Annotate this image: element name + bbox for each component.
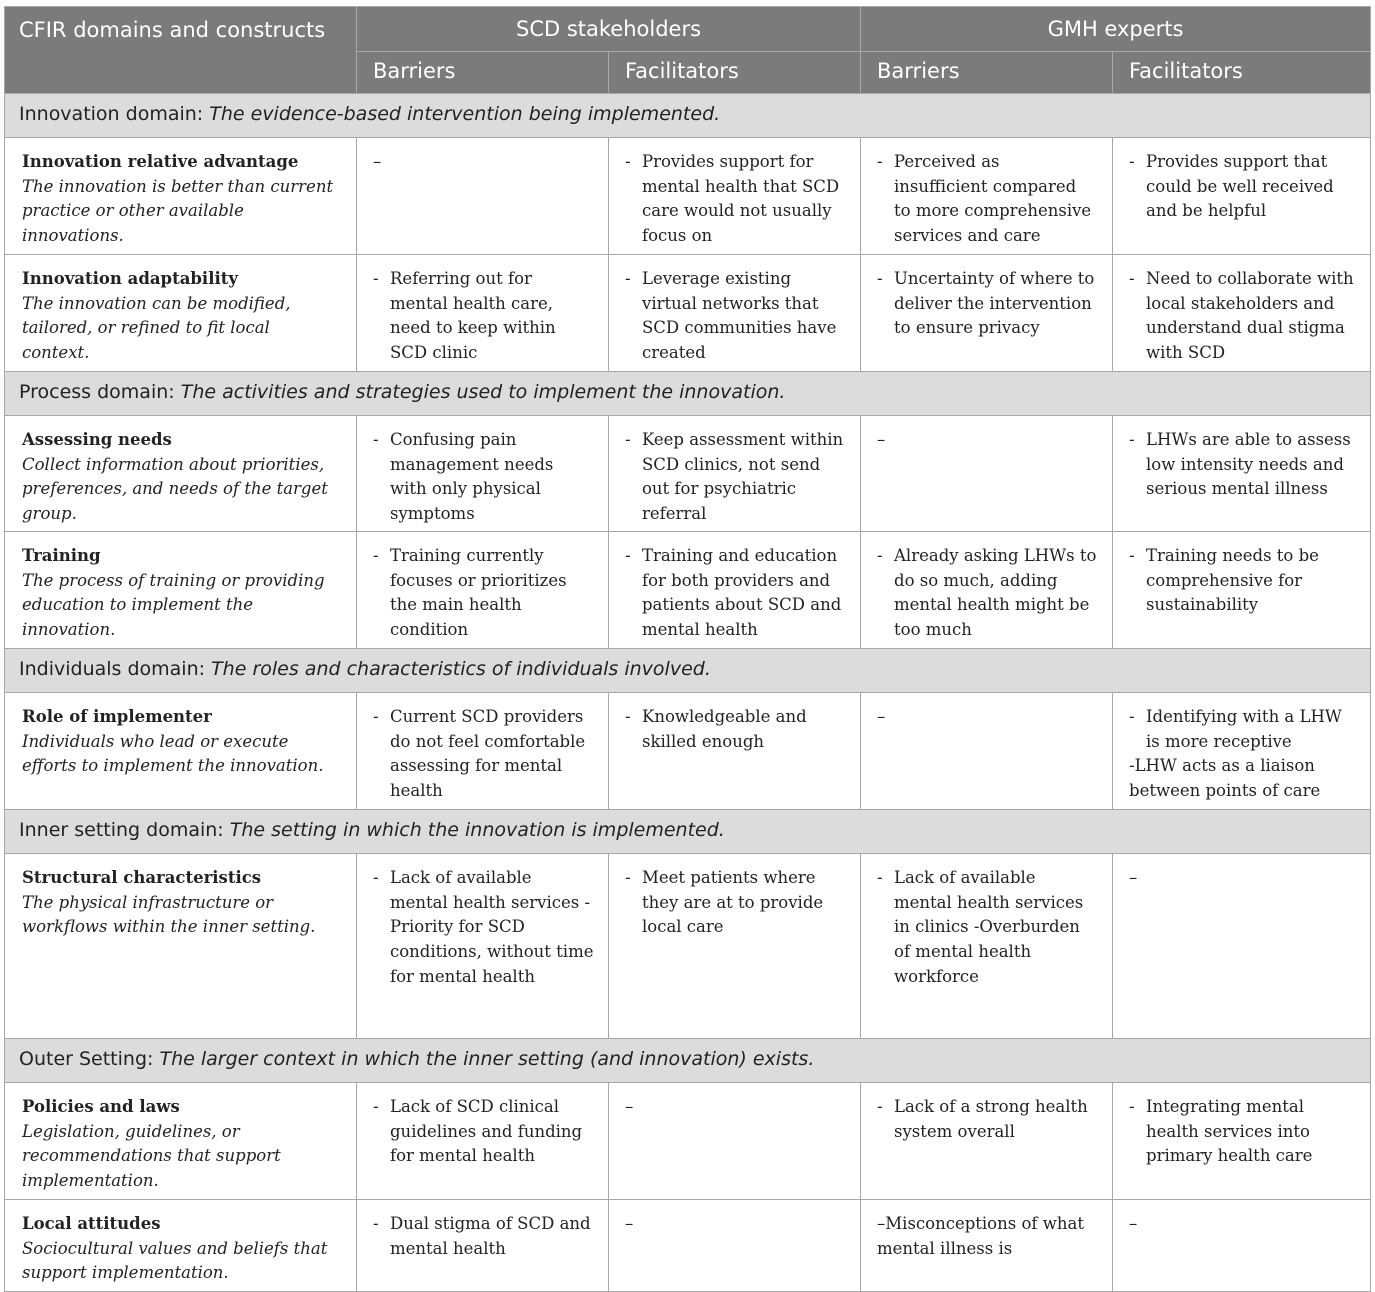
list-item bbox=[373, 1212, 594, 1261]
list-item bbox=[625, 150, 846, 249]
construct-description: Individuals who lead or execute efforts to implement the innovation. bbox=[22, 731, 324, 776]
item-text: Keep assessment within SCD clinics, not send out for psychiatric referral bbox=[642, 430, 844, 524]
item-text: – bbox=[1129, 867, 1138, 887]
item-text: – bbox=[1129, 1213, 1138, 1233]
table-row bbox=[5, 255, 1371, 372]
domain-description: The evidence-based intervention being implemented. bbox=[209, 103, 721, 125]
construct-description: Legislation, guidelines, or recommendations that support implementation. bbox=[22, 1121, 281, 1190]
scd-barriers-cell bbox=[357, 1082, 609, 1199]
item-dash: - bbox=[373, 430, 379, 449]
domain-name: Inner setting domain: bbox=[19, 818, 224, 841]
construct-name: Structural characteristics bbox=[22, 867, 262, 887]
table-header bbox=[5, 7, 1371, 94]
scd-facilitators-cell bbox=[609, 255, 861, 372]
item-dash: - bbox=[625, 269, 631, 288]
item-text: Current SCD providers do not feel comfortable assessing for mental health bbox=[390, 706, 586, 800]
construct-cell bbox=[5, 1082, 357, 1199]
construct-name: Local attitudes bbox=[22, 1213, 161, 1233]
table-row bbox=[5, 853, 1371, 1038]
scd-facilitators-cell bbox=[609, 138, 861, 255]
list-item bbox=[877, 267, 1098, 341]
item-text: –Misconceptions of what mental illness is bbox=[877, 1213, 1084, 1258]
gmh-facilitators-cell bbox=[1113, 255, 1371, 372]
item-dash: - bbox=[373, 545, 379, 565]
domain-cell bbox=[5, 648, 1371, 692]
scd-barriers-cell bbox=[357, 416, 609, 532]
item-text: Identifying with a LHW is more receptive bbox=[1146, 706, 1342, 751]
list-item bbox=[625, 705, 846, 754]
item-dash: - bbox=[373, 867, 379, 887]
table-row bbox=[5, 1199, 1371, 1291]
item-text: – bbox=[625, 1096, 634, 1116]
gmh-barriers-cell bbox=[861, 1082, 1113, 1199]
item-dash: - bbox=[625, 867, 631, 887]
item-dash: - bbox=[1129, 1096, 1135, 1116]
construct-cell bbox=[5, 1199, 357, 1291]
gmh-barriers-cell bbox=[861, 1199, 1113, 1291]
construct-description: Collect information about priorities, preferences, and needs of the target group. bbox=[22, 454, 328, 524]
domain-cell bbox=[5, 809, 1371, 853]
item-text: Lack of available mental health services in clinics -Overburden of mental health workforce bbox=[894, 867, 1084, 986]
domain-description: The activities and strategies used to implement the innovation. bbox=[180, 381, 786, 403]
gmh-facilitators-cell bbox=[1113, 1199, 1371, 1291]
scd-barriers-cell bbox=[357, 138, 609, 255]
domain-name: Outer Setting: bbox=[19, 1047, 154, 1070]
item-text: Training currently focuses or prioritizes the main health condition bbox=[390, 545, 567, 639]
item-dash: - bbox=[1129, 545, 1135, 565]
domain-description: The setting in which the innovation is implemented. bbox=[229, 818, 725, 841]
domain-description: The larger context in which the inner setting (and innovation) exists. bbox=[159, 1047, 815, 1070]
item-text: Confusing pain management needs with only physical symptoms bbox=[390, 430, 554, 524]
list-item bbox=[625, 544, 846, 643]
scd-facilitators-cell bbox=[609, 1199, 861, 1291]
item-text: -LHW acts as a liaison between points of care bbox=[1129, 756, 1321, 800]
scd-barriers-cell bbox=[357, 692, 609, 809]
item-text: Lack of SCD clinical guidelines and funding for mental health bbox=[390, 1096, 583, 1166]
scd-facilitators-cell bbox=[609, 853, 861, 1038]
scd-facilitators-cell bbox=[609, 416, 861, 532]
item-text: Training and education for both providers and patients about SCD and mental health bbox=[642, 545, 842, 639]
gmh-barriers-cell bbox=[861, 853, 1113, 1038]
item-text: Provides support that could be well received and be helpful bbox=[1146, 152, 1334, 221]
construct-description: The process of training or providing education to implement the innovation. bbox=[22, 570, 325, 639]
header-scd-barriers: Barriers bbox=[357, 52, 609, 94]
item-dash: - bbox=[877, 1096, 883, 1116]
list-item bbox=[1129, 544, 1356, 618]
item-text: Already asking LHWs to do so much, adding mental health might be too much bbox=[894, 545, 1097, 639]
scd-facilitators-cell bbox=[609, 531, 861, 648]
item-text: Referring out for mental health care, need to keep within SCD clinic bbox=[390, 269, 556, 363]
item-dash: - bbox=[373, 1213, 379, 1233]
table-row bbox=[5, 138, 1371, 255]
list-item bbox=[373, 544, 594, 643]
item-dash: - bbox=[625, 706, 631, 726]
item-dash: - bbox=[1129, 430, 1135, 449]
table-row bbox=[5, 692, 1371, 809]
construct-name: Role of implementer bbox=[22, 706, 212, 726]
construct-name: Innovation relative advantage bbox=[22, 152, 299, 171]
item-text: Training needs to be comprehensive for sustainability bbox=[1146, 545, 1319, 615]
gmh-barriers-cell bbox=[861, 416, 1113, 532]
construct-description: The innovation is better than current practice or other available innovations. bbox=[22, 176, 334, 246]
item-dash: - bbox=[1129, 269, 1135, 288]
item-text: Lack of available mental health services -Priority for SCD conditions, without time for mental health bbox=[390, 867, 594, 986]
gmh-barriers-cell bbox=[861, 531, 1113, 648]
list-item bbox=[625, 428, 846, 527]
item-dash: - bbox=[625, 152, 631, 171]
gmh-barriers-cell bbox=[861, 255, 1113, 372]
gmh-facilitators-cell bbox=[1113, 138, 1371, 255]
list-item bbox=[373, 428, 594, 527]
construct-cell bbox=[5, 138, 357, 255]
header-cfir: CFIR domains and constructs bbox=[5, 7, 357, 94]
construct-description: The physical infrastructure or workflows within the inner setting. bbox=[22, 892, 316, 937]
item-dash: - bbox=[877, 152, 883, 171]
list-item bbox=[1129, 1095, 1356, 1169]
list-item bbox=[373, 705, 594, 804]
item-text: Meet patients where they are at to provide local care bbox=[642, 867, 824, 937]
construct-name: Policies and laws bbox=[22, 1096, 180, 1116]
gmh-facilitators-cell bbox=[1113, 692, 1371, 809]
item-text: Lack of a strong health system overall bbox=[894, 1096, 1088, 1141]
list-item bbox=[373, 1095, 594, 1169]
item-dash: - bbox=[877, 545, 883, 565]
scd-barriers-cell bbox=[357, 853, 609, 1038]
item-text: Provides support for mental health that SCD care would not usually focus on bbox=[642, 152, 840, 246]
domain-row bbox=[5, 94, 1371, 138]
item-dash: - bbox=[373, 269, 379, 288]
gmh-facilitators-cell bbox=[1113, 416, 1371, 532]
scd-barriers-cell bbox=[357, 1199, 609, 1291]
construct-cell bbox=[5, 853, 357, 1038]
gmh-facilitators-cell bbox=[1113, 531, 1371, 648]
gmh-facilitators-cell bbox=[1113, 853, 1371, 1038]
construct-cell bbox=[5, 692, 357, 809]
list-item bbox=[877, 150, 1098, 249]
list-item bbox=[877, 544, 1098, 643]
cfir-table bbox=[4, 6, 1371, 1292]
list-item bbox=[625, 267, 846, 366]
item-dash: - bbox=[1129, 152, 1135, 171]
item-text: – bbox=[877, 430, 886, 449]
construct-cell bbox=[5, 255, 357, 372]
table-row bbox=[5, 531, 1371, 648]
scd-facilitators-cell bbox=[609, 692, 861, 809]
list-item bbox=[373, 267, 594, 366]
domain-description: The roles and characteristics of individuals involved. bbox=[211, 657, 711, 680]
header-gmh-experts: GMH experts bbox=[861, 7, 1371, 52]
domain-cell bbox=[5, 372, 1371, 416]
construct-description: Sociocultural values and beliefs that support implementation. bbox=[22, 1238, 328, 1283]
item-dash: - bbox=[877, 867, 883, 887]
domain-name: Innovation domain: bbox=[19, 103, 204, 125]
item-text: Dual stigma of SCD and mental health bbox=[390, 1213, 591, 1258]
item-text: Uncertainty of where to deliver the intervention to ensure privacy bbox=[894, 269, 1095, 338]
item-dash: - bbox=[625, 545, 631, 565]
scd-barriers-cell bbox=[357, 531, 609, 648]
gmh-facilitators-cell bbox=[1113, 1082, 1371, 1199]
item-dash: - bbox=[1129, 706, 1135, 726]
construct-name: Innovation adaptability bbox=[22, 269, 238, 288]
domain-row bbox=[5, 372, 1371, 416]
construct-description: The innovation can be modified, tailored, or refined to fit local context. bbox=[22, 293, 291, 363]
list-item bbox=[877, 1095, 1098, 1144]
list-item bbox=[1129, 705, 1356, 754]
item-dash: - bbox=[373, 1096, 379, 1116]
construct-cell bbox=[5, 416, 357, 532]
item-dash: - bbox=[625, 430, 631, 449]
table-row bbox=[5, 1082, 1371, 1199]
domain-row bbox=[5, 1038, 1371, 1082]
domain-cell bbox=[5, 94, 1371, 138]
item-text: Leverage existing virtual networks that SCD communities have created bbox=[642, 269, 837, 363]
table-body bbox=[5, 94, 1371, 1292]
table-row bbox=[5, 416, 1371, 532]
item-dash: - bbox=[373, 706, 379, 726]
construct-cell bbox=[5, 531, 357, 648]
construct-name: Training bbox=[22, 545, 101, 565]
item-text: – bbox=[625, 1213, 634, 1233]
scd-facilitators-cell bbox=[609, 1082, 861, 1199]
item-text: Knowledgeable and skilled enough bbox=[642, 706, 807, 751]
item-text: – bbox=[877, 706, 886, 726]
item-dash: - bbox=[877, 269, 883, 288]
list-item bbox=[1129, 150, 1356, 224]
item-text: Integrating mental health services into primary health care bbox=[1146, 1096, 1313, 1166]
domain-row bbox=[5, 648, 1371, 692]
gmh-barriers-cell bbox=[861, 138, 1113, 255]
item-text: Perceived as insufficient compared to more comprehensive services and care bbox=[894, 152, 1092, 246]
item-text: Need to collaborate with local stakeholders and understand dual stigma with SCD bbox=[1146, 269, 1354, 363]
header-scd-facilitators: Facilitators bbox=[609, 52, 861, 94]
list-item bbox=[625, 866, 846, 940]
header-gmh-barriers: Barriers bbox=[861, 52, 1113, 94]
domain-name: Process domain: bbox=[19, 381, 175, 403]
list-item bbox=[1129, 428, 1356, 502]
item-text: LHWs are able to assess low intensity needs and serious mental illness bbox=[1146, 430, 1351, 499]
header-scd-stakeholders: SCD stakeholders bbox=[357, 7, 861, 52]
domain-row bbox=[5, 809, 1371, 853]
item-text: – bbox=[373, 152, 382, 171]
list-item bbox=[373, 866, 594, 990]
domain-cell bbox=[5, 1038, 1371, 1082]
scd-barriers-cell bbox=[357, 255, 609, 372]
construct-name: Assessing needs bbox=[22, 430, 172, 449]
list-item bbox=[1129, 267, 1356, 366]
header-gmh-facilitators: Facilitators bbox=[1113, 52, 1371, 94]
domain-name: Individuals domain: bbox=[19, 657, 206, 680]
list-item bbox=[877, 866, 1098, 990]
gmh-barriers-cell bbox=[861, 692, 1113, 809]
